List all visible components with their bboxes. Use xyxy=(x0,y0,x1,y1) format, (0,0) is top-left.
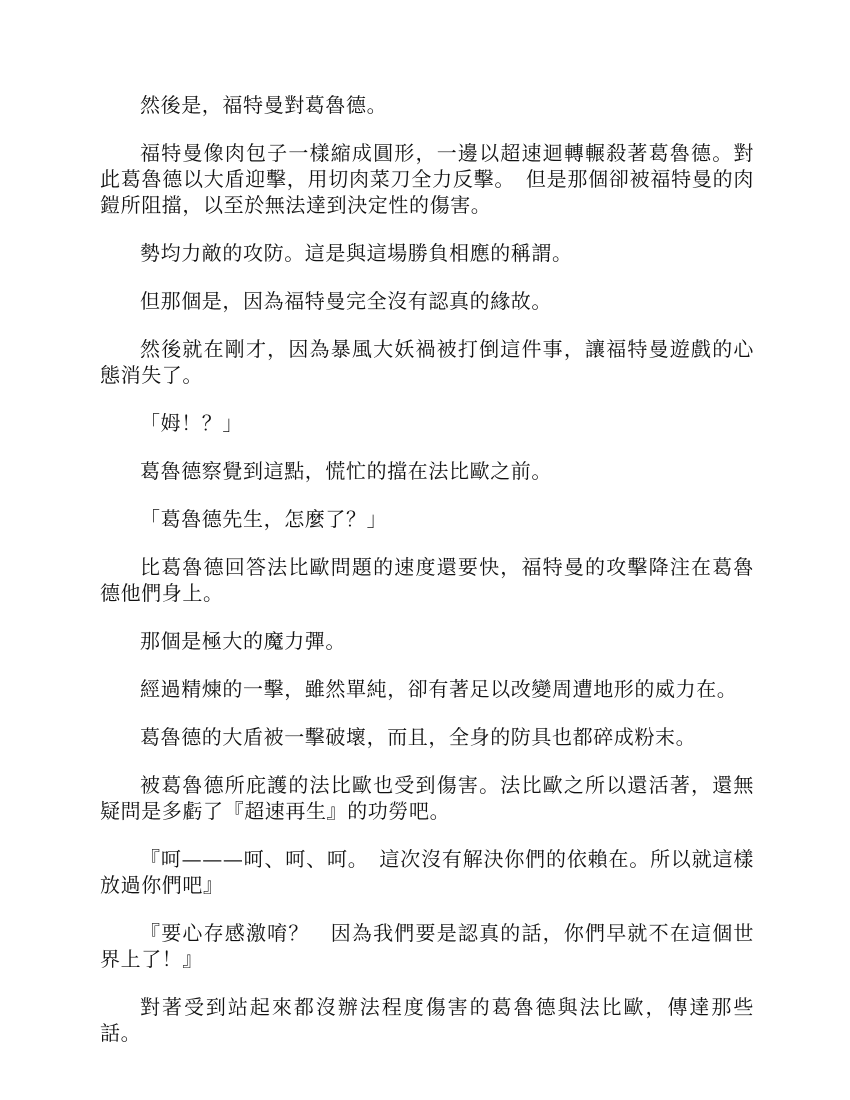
paragraph: 然後是，福特曼對葛魯德。 xyxy=(140,93,388,117)
paragraph: 那個是極大的魔力彈。 xyxy=(140,629,346,653)
document-page xyxy=(100,92,754,1068)
paragraph: 葛魯德察覺到這點，慌忙的擋在法比歐之前。 xyxy=(140,459,552,483)
paragraph: 福特曼像肉包子一樣縮成圓形，一邊以超速迴轉輾殺著葛魯德。對此葛魯德以大盾迎擊，用切肉菜刀全力反擊。 但是那個卻被福特曼的肉鎧所阻擋，以至於無法達到決定性的傷害。 xyxy=(100,141,754,217)
paragraph: 「葛魯德先生，怎麼了？」 xyxy=(140,507,388,531)
paragraph: 『要心存感激唷？ 因為我們要是認真的話，你們早就不在這個世界上了！』 xyxy=(100,921,754,971)
paragraph: 但那個是，因為福特曼完全沒有認真的緣故。 xyxy=(140,289,552,313)
paragraph: 「姆！？」 xyxy=(140,411,243,435)
paragraph: 被葛魯德所庇護的法比歐也受到傷害。法比歐之所以還活著，還無疑問是多虧了『超速再生』的功勞吧。 xyxy=(100,773,754,823)
paragraph: 經過精煉的一擊，雖然單純，卻有著足以改變周遭地形的威力在。 xyxy=(140,677,738,701)
paragraph: 勢均力敵的攻防。這是與這場勝負相應的稱謂。 xyxy=(140,241,573,265)
paragraph: 葛魯德的大盾被一擊破壞，而且，全身的防具也都碎成粉末。 xyxy=(140,725,697,749)
paragraph: 對著受到站起來都沒辦法程度傷害的葛魯德與法比歐，傳達那些話。 xyxy=(100,995,754,1045)
paragraph: 然後就在剛才，因為暴風大妖禍被打倒這件事，讓福特曼遊戲的心態消失了。 xyxy=(100,337,754,387)
paragraph: 比葛魯德回答法比歐問題的速度還要快，福特曼的攻擊降注在葛魯德他們身上。 xyxy=(100,555,754,605)
paragraph: 『呵———呵、呵、呵。 這次沒有解決你們的依賴在。所以就這樣放過你們吧』 xyxy=(100,847,754,897)
